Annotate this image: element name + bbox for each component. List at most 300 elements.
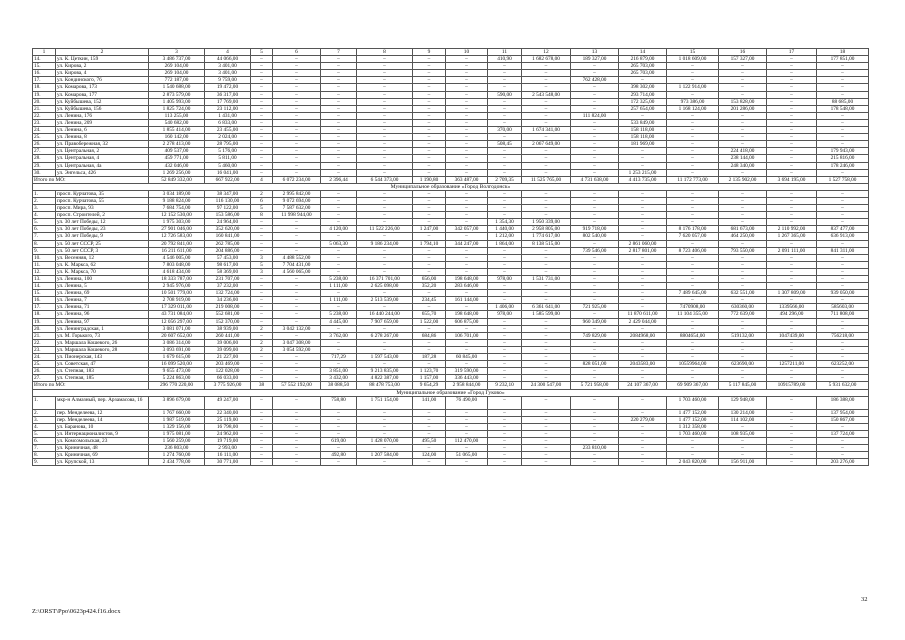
value-cell: – xyxy=(357,212,413,219)
value-cell: – xyxy=(273,169,321,176)
value-cell: – xyxy=(571,127,619,134)
value-cell: 978,00 xyxy=(488,311,522,318)
value-cell: – xyxy=(719,134,767,141)
total-cell: 1 190,80 xyxy=(413,176,446,183)
value-cell: 7 907 659,00 xyxy=(357,318,413,325)
table-row xyxy=(33,361,869,368)
value-cell: – xyxy=(522,375,571,382)
row-number: 27. xyxy=(33,375,56,382)
value-cell: – xyxy=(251,226,273,233)
address-cell: ул. Ленина, 8 xyxy=(56,134,149,141)
value-cell: – xyxy=(273,375,321,382)
column-header: 10 xyxy=(446,49,488,56)
table-row xyxy=(33,127,869,134)
value-cell: – xyxy=(446,148,488,155)
value-cell: 352,20 xyxy=(413,283,446,290)
value-cell: 11 870 611,00 xyxy=(619,311,667,318)
value-cell: 16 211 611,00 xyxy=(149,247,205,254)
total-cell: 2 396,44 xyxy=(321,176,357,183)
value-cell: – xyxy=(413,233,446,240)
value-cell: 186 388,00 xyxy=(817,396,869,409)
row-number: 6. xyxy=(33,226,56,233)
value-cell: – xyxy=(767,261,817,268)
value-cell: – xyxy=(446,261,488,268)
value-cell: – xyxy=(522,332,571,339)
value-cell: – xyxy=(817,325,869,332)
row-number: 3. xyxy=(33,416,56,423)
value-cell: – xyxy=(719,70,767,77)
value-cell: – xyxy=(571,396,619,409)
value-cell: – xyxy=(817,283,869,290)
value-cell: – xyxy=(273,304,321,311)
value-cell: 1 703 460,00 xyxy=(667,396,719,409)
value-cell: 2 958 805,00 xyxy=(522,226,571,233)
value-cell: 409 537,00 xyxy=(149,148,205,155)
value-cell: – xyxy=(446,134,488,141)
value-cell: – xyxy=(446,162,488,169)
value-cell: – xyxy=(273,105,321,112)
value-cell: 9 655 473,00 xyxy=(149,368,205,375)
value-cell: 3 401,00 xyxy=(205,63,251,70)
value-cell: 1 477 152,00 xyxy=(667,416,719,423)
value-cell: – xyxy=(619,325,667,332)
value-cell: 269 104,00 xyxy=(149,70,205,77)
value-cell: 1 122 914,00 xyxy=(667,84,719,91)
value-cell: – xyxy=(251,437,273,444)
value-cell: – xyxy=(413,254,446,261)
table-row xyxy=(33,430,869,437)
value-cell: 2 xyxy=(251,346,273,353)
address-cell: ул. Кондинского, 76 xyxy=(56,77,149,84)
value-cell: – xyxy=(522,77,571,84)
value-cell: – xyxy=(667,283,719,290)
value-cell: 319 590,00 xyxy=(446,368,488,375)
value-cell: – xyxy=(357,361,413,368)
value-cell: – xyxy=(767,105,817,112)
value-cell: – xyxy=(488,63,522,70)
value-cell: 590,00 xyxy=(488,91,522,98)
value-cell: 43 731 084,00 xyxy=(149,311,205,318)
value-cell: 269 104,00 xyxy=(149,63,205,70)
table-row xyxy=(33,416,869,423)
value-cell: 3 762,00 xyxy=(321,332,357,339)
value-cell: – xyxy=(667,318,719,325)
value-cell: – xyxy=(522,361,571,368)
row-number: 1. xyxy=(33,396,56,409)
value-cell: 3 xyxy=(251,254,273,261)
total-cell: 9 654,29 xyxy=(413,382,446,389)
column-header: 9 xyxy=(413,49,446,56)
table-row xyxy=(33,247,869,254)
value-cell: – xyxy=(488,396,522,409)
address-cell: ул. Куйбышева, 156 xyxy=(56,105,149,112)
value-cell: – xyxy=(357,169,413,176)
value-cell: – xyxy=(817,368,869,375)
value-cell: – xyxy=(522,197,571,204)
value-cell: – xyxy=(357,339,413,346)
value-cell: – xyxy=(357,346,413,353)
row-number: 18. xyxy=(33,311,56,318)
value-cell: – xyxy=(767,134,817,141)
value-cell: 2 995 842,00 xyxy=(273,190,321,197)
value-cell: 88 685,00 xyxy=(817,98,869,105)
column-header: 6 xyxy=(273,49,321,56)
value-cell: – xyxy=(321,339,357,346)
table-row xyxy=(33,240,869,247)
value-cell: 3 486 737,00 xyxy=(149,56,205,63)
row-number: 21. xyxy=(33,332,56,339)
value-cell: – xyxy=(357,233,413,240)
value-cell: 623252,00 xyxy=(817,361,869,368)
value-cell: – xyxy=(321,77,357,84)
value-cell: – xyxy=(321,205,357,212)
value-cell: 3 401,00 xyxy=(205,70,251,77)
value-cell: – xyxy=(619,219,667,226)
value-cell: 2 110 992,00 xyxy=(767,226,817,233)
value-cell: – xyxy=(357,325,413,332)
value-cell: – xyxy=(488,368,522,375)
value-cell: – xyxy=(619,112,667,119)
address-cell: ул. Правобережная, 32 xyxy=(56,141,149,148)
value-cell: – xyxy=(321,141,357,148)
value-cell: 38 347,00 xyxy=(205,190,251,197)
value-cell: – xyxy=(321,169,357,176)
value-cell: – xyxy=(522,318,571,325)
value-cell: 132 724,00 xyxy=(205,290,251,297)
column-header: 18 xyxy=(817,49,869,56)
value-cell: 1 679 615,00 xyxy=(149,354,205,361)
address-cell: ул. Куйбышева, 152 xyxy=(56,98,149,105)
value-cell: – xyxy=(321,416,357,423)
total-cell: 11 172 773,00 xyxy=(667,176,719,183)
value-cell: 9 188 824,00 xyxy=(149,197,205,204)
value-cell: – xyxy=(571,346,619,353)
value-cell: – xyxy=(571,283,619,290)
value-cell: 16 111,00 xyxy=(205,452,251,459)
value-cell: 30 771,00 xyxy=(205,459,251,466)
value-cell: – xyxy=(817,254,869,261)
value-cell: – xyxy=(767,70,817,77)
total-cell: 5 931 632,00 xyxy=(817,382,869,389)
value-cell: – xyxy=(251,276,273,283)
address-cell: ул. Центральная, 4 xyxy=(56,155,149,162)
value-cell: 38 939,00 xyxy=(205,325,251,332)
value-cell: 98 617,00 xyxy=(205,261,251,268)
value-cell: – xyxy=(667,437,719,444)
value-cell: 113 255,00 xyxy=(149,112,205,119)
value-cell: – xyxy=(817,423,869,430)
value-cell: – xyxy=(251,169,273,176)
value-cell: – xyxy=(321,127,357,134)
value-cell: – xyxy=(413,346,446,353)
total-cell: 52 849 332,00 xyxy=(149,176,205,183)
value-cell: – xyxy=(413,430,446,437)
value-cell: – xyxy=(817,276,869,283)
value-cell: 2 043 820,00 xyxy=(667,459,719,466)
value-cell: 106 701,00 xyxy=(446,332,488,339)
value-cell: 636 913,00 xyxy=(817,233,869,240)
value-cell: 293 714,00 xyxy=(619,91,667,98)
value-cell: – xyxy=(767,416,817,423)
value-cell: – xyxy=(357,119,413,126)
value-cell: 1 522,00 xyxy=(413,318,446,325)
value-cell: 756218,00 xyxy=(817,332,869,339)
value-cell: 802 540,00 xyxy=(571,233,619,240)
value-cell: – xyxy=(719,339,767,346)
value-cell: – xyxy=(488,325,522,332)
value-cell: – xyxy=(321,409,357,416)
value-cell: – xyxy=(571,134,619,141)
value-cell: – xyxy=(413,141,446,148)
value-cell: – xyxy=(446,70,488,77)
value-cell: 23 455,00 xyxy=(205,127,251,134)
value-cell: – xyxy=(571,276,619,283)
address-cell: ул. Степная, 185 xyxy=(56,375,149,382)
value-cell: 17 329 011,00 xyxy=(149,304,205,311)
value-cell: – xyxy=(619,437,667,444)
value-cell: – xyxy=(667,77,719,84)
value-cell: – xyxy=(273,318,321,325)
value-cell: 11 998 944,00 xyxy=(273,212,321,219)
value-cell: 1 794,10 xyxy=(413,240,446,247)
value-cell: – xyxy=(321,290,357,297)
value-cell: – xyxy=(667,162,719,169)
value-cell: 1 531 731,00 xyxy=(522,276,571,283)
value-cell: – xyxy=(488,77,522,84)
value-cell: – xyxy=(321,190,357,197)
value-cell: – xyxy=(488,162,522,169)
value-cell: – xyxy=(571,169,619,176)
value-cell: 11 104 355,00 xyxy=(667,311,719,318)
value-cell: – xyxy=(522,148,571,155)
value-cell: 236 803,00 xyxy=(149,445,205,452)
column-header: 8 xyxy=(357,49,413,56)
value-cell: – xyxy=(251,318,273,325)
value-cell: – xyxy=(273,233,321,240)
value-cell: – xyxy=(488,98,522,105)
value-cell: – xyxy=(273,452,321,459)
address-cell: ул. Кирова, 4 xyxy=(56,70,149,77)
value-cell: – xyxy=(719,354,767,361)
table-row xyxy=(33,91,869,98)
value-cell: – xyxy=(357,304,413,311)
value-cell: – xyxy=(667,452,719,459)
value-cell: 137 954,00 xyxy=(817,409,869,416)
value-cell: – xyxy=(522,452,571,459)
value-cell: 1 674 341,00 xyxy=(522,127,571,134)
value-cell: 3 047 308,00 xyxy=(273,339,321,346)
value-cell: 2 434 778,00 xyxy=(149,459,205,466)
value-cell: 464 250,00 xyxy=(719,233,767,240)
row-number: 26. xyxy=(33,368,56,375)
value-cell: – xyxy=(273,423,321,430)
value-cell: 198 648,00 xyxy=(446,311,488,318)
value-cell: – xyxy=(817,346,869,353)
row-number: 25. xyxy=(33,361,56,368)
value-cell: – xyxy=(522,423,571,430)
value-cell: – xyxy=(571,459,619,466)
value-cell: – xyxy=(719,297,767,304)
value-cell: – xyxy=(488,361,522,368)
value-cell: – xyxy=(357,141,413,148)
value-cell: – xyxy=(251,283,273,290)
table-row xyxy=(33,346,869,353)
value-cell: – xyxy=(446,361,488,368)
value-cell: – xyxy=(667,197,719,204)
value-cell: 585603,00 xyxy=(817,304,869,311)
value-cell: 1 950 339,00 xyxy=(522,219,571,226)
value-cell: – xyxy=(767,219,817,226)
value-cell: 1 975 081,00 xyxy=(149,430,205,437)
value-cell: – xyxy=(817,297,869,304)
value-cell: – xyxy=(273,119,321,126)
value-cell: 189 327,00 xyxy=(571,56,619,63)
value-cell: 410,90 xyxy=(488,56,522,63)
value-cell: – xyxy=(251,430,273,437)
value-cell: – xyxy=(571,212,619,219)
value-cell: – xyxy=(767,84,817,91)
value-cell: – xyxy=(251,127,273,134)
value-cell: – xyxy=(446,219,488,226)
value-cell: – xyxy=(767,325,817,332)
value-cell: 114 102,00 xyxy=(719,416,767,423)
value-cell: – xyxy=(619,197,667,204)
value-cell: 2 817 801,00 xyxy=(619,247,667,254)
value-cell: – xyxy=(321,247,357,254)
table-row xyxy=(33,423,869,430)
table-row xyxy=(33,339,869,346)
value-cell: – xyxy=(446,416,488,423)
value-cell: – xyxy=(571,70,619,77)
value-cell: – xyxy=(667,219,719,226)
value-cell: 1 111,00 xyxy=(321,283,357,290)
row-number: 9. xyxy=(33,247,56,254)
value-cell: 260 441,00 xyxy=(205,332,251,339)
value-cell: 27 901 046,00 xyxy=(149,226,205,233)
value-cell: – xyxy=(488,283,522,290)
value-cell: – xyxy=(488,197,522,204)
value-cell: 5 xyxy=(251,261,273,268)
value-cell: 1 274 760,00 xyxy=(149,452,205,459)
value-cell: 2 543 548,00 xyxy=(522,91,571,98)
value-cell: – xyxy=(571,219,619,226)
row-number: 5. xyxy=(33,430,56,437)
value-cell: – xyxy=(273,84,321,91)
total-cell: 296 770 220,00 xyxy=(149,382,205,389)
value-cell: – xyxy=(273,70,321,77)
value-cell: – xyxy=(522,416,571,423)
value-cell: – xyxy=(273,354,321,361)
value-cell: – xyxy=(619,452,667,459)
value-cell: 24 962,00 xyxy=(205,430,251,437)
value-cell: – xyxy=(251,332,273,339)
table-row xyxy=(33,226,869,233)
value-cell: – xyxy=(488,339,522,346)
value-cell: – xyxy=(357,98,413,105)
value-cell: – xyxy=(488,155,522,162)
address-cell: ул. Криничная, 48 xyxy=(56,445,149,452)
row-number: 1. xyxy=(33,190,56,197)
address-cell: ул. К. Цеткин, 159 xyxy=(56,56,149,63)
row-number: 4. xyxy=(33,423,56,430)
value-cell: – xyxy=(667,205,719,212)
value-cell: 2 091 111,00 xyxy=(767,247,817,254)
value-cell: – xyxy=(357,268,413,275)
value-cell: 632 551,00 xyxy=(719,290,767,297)
value-cell: – xyxy=(522,247,571,254)
table-row xyxy=(33,354,869,361)
value-cell: 1 212,00 xyxy=(488,233,522,240)
row-number: 7. xyxy=(33,233,56,240)
value-cell: – xyxy=(488,112,522,119)
value-cell: – xyxy=(667,261,719,268)
row-number: 22. xyxy=(33,112,56,119)
value-cell: – xyxy=(446,430,488,437)
address-cell: ул. М. Горького, 73 xyxy=(56,332,149,339)
address-cell: ул. Кирова, 2 xyxy=(56,63,149,70)
value-cell: 18 333 787,00 xyxy=(149,276,205,283)
row-number: 11. xyxy=(33,261,56,268)
value-cell: 1 405 993,00 xyxy=(149,98,205,105)
table-row xyxy=(33,276,869,283)
table-row xyxy=(33,459,869,466)
value-cell: – xyxy=(719,127,767,134)
address-cell: ул. Центральная, 4а xyxy=(56,162,149,169)
column-header: 12 xyxy=(522,49,571,56)
value-cell: – xyxy=(767,459,817,466)
value-cell: 1 329 156,00 xyxy=(149,423,205,430)
total-cell: 5 721 958,00 xyxy=(571,382,619,389)
value-cell: – xyxy=(488,430,522,437)
value-cell: – xyxy=(619,283,667,290)
column-header: 7 xyxy=(321,49,357,56)
value-cell: 1 682 678,00 xyxy=(522,56,571,63)
value-cell: – xyxy=(251,56,273,63)
value-cell: – xyxy=(446,63,488,70)
value-cell: 21 227,00 xyxy=(205,354,251,361)
value-cell: 8 138 515,00 xyxy=(522,240,571,247)
value-cell: – xyxy=(273,297,321,304)
value-cell: – xyxy=(667,375,719,382)
value-cell: 711 808,00 xyxy=(817,311,869,318)
total-cell: 6 072 234,00 xyxy=(273,176,321,183)
value-cell: 1047439,00 xyxy=(767,332,817,339)
total-cell: 69 909 367,00 xyxy=(667,382,719,389)
value-cell: – xyxy=(667,91,719,98)
value-cell: – xyxy=(273,134,321,141)
value-cell: – xyxy=(251,311,273,318)
value-cell: 19 719,00 xyxy=(205,437,251,444)
value-cell: 9 213 835,00 xyxy=(357,368,413,375)
table-row xyxy=(33,375,869,382)
value-cell: – xyxy=(251,459,273,466)
value-cell: 749 829,00 xyxy=(571,332,619,339)
row-number: 29. xyxy=(33,162,56,169)
value-cell: 36 317,00 xyxy=(205,91,251,98)
value-cell: – xyxy=(719,445,767,452)
value-cell: – xyxy=(719,169,767,176)
value-cell: – xyxy=(251,304,273,311)
value-cell: – xyxy=(719,77,767,84)
value-cell: 7 620 057,00 xyxy=(667,233,719,240)
value-cell: – xyxy=(719,325,767,332)
value-cell: – xyxy=(413,219,446,226)
value-cell: – xyxy=(357,162,413,169)
address-cell: ул. Ленина, 5 xyxy=(56,283,149,290)
value-cell: – xyxy=(321,219,357,226)
value-cell: – xyxy=(273,290,321,297)
value-cell: 262 785,00 xyxy=(205,240,251,247)
